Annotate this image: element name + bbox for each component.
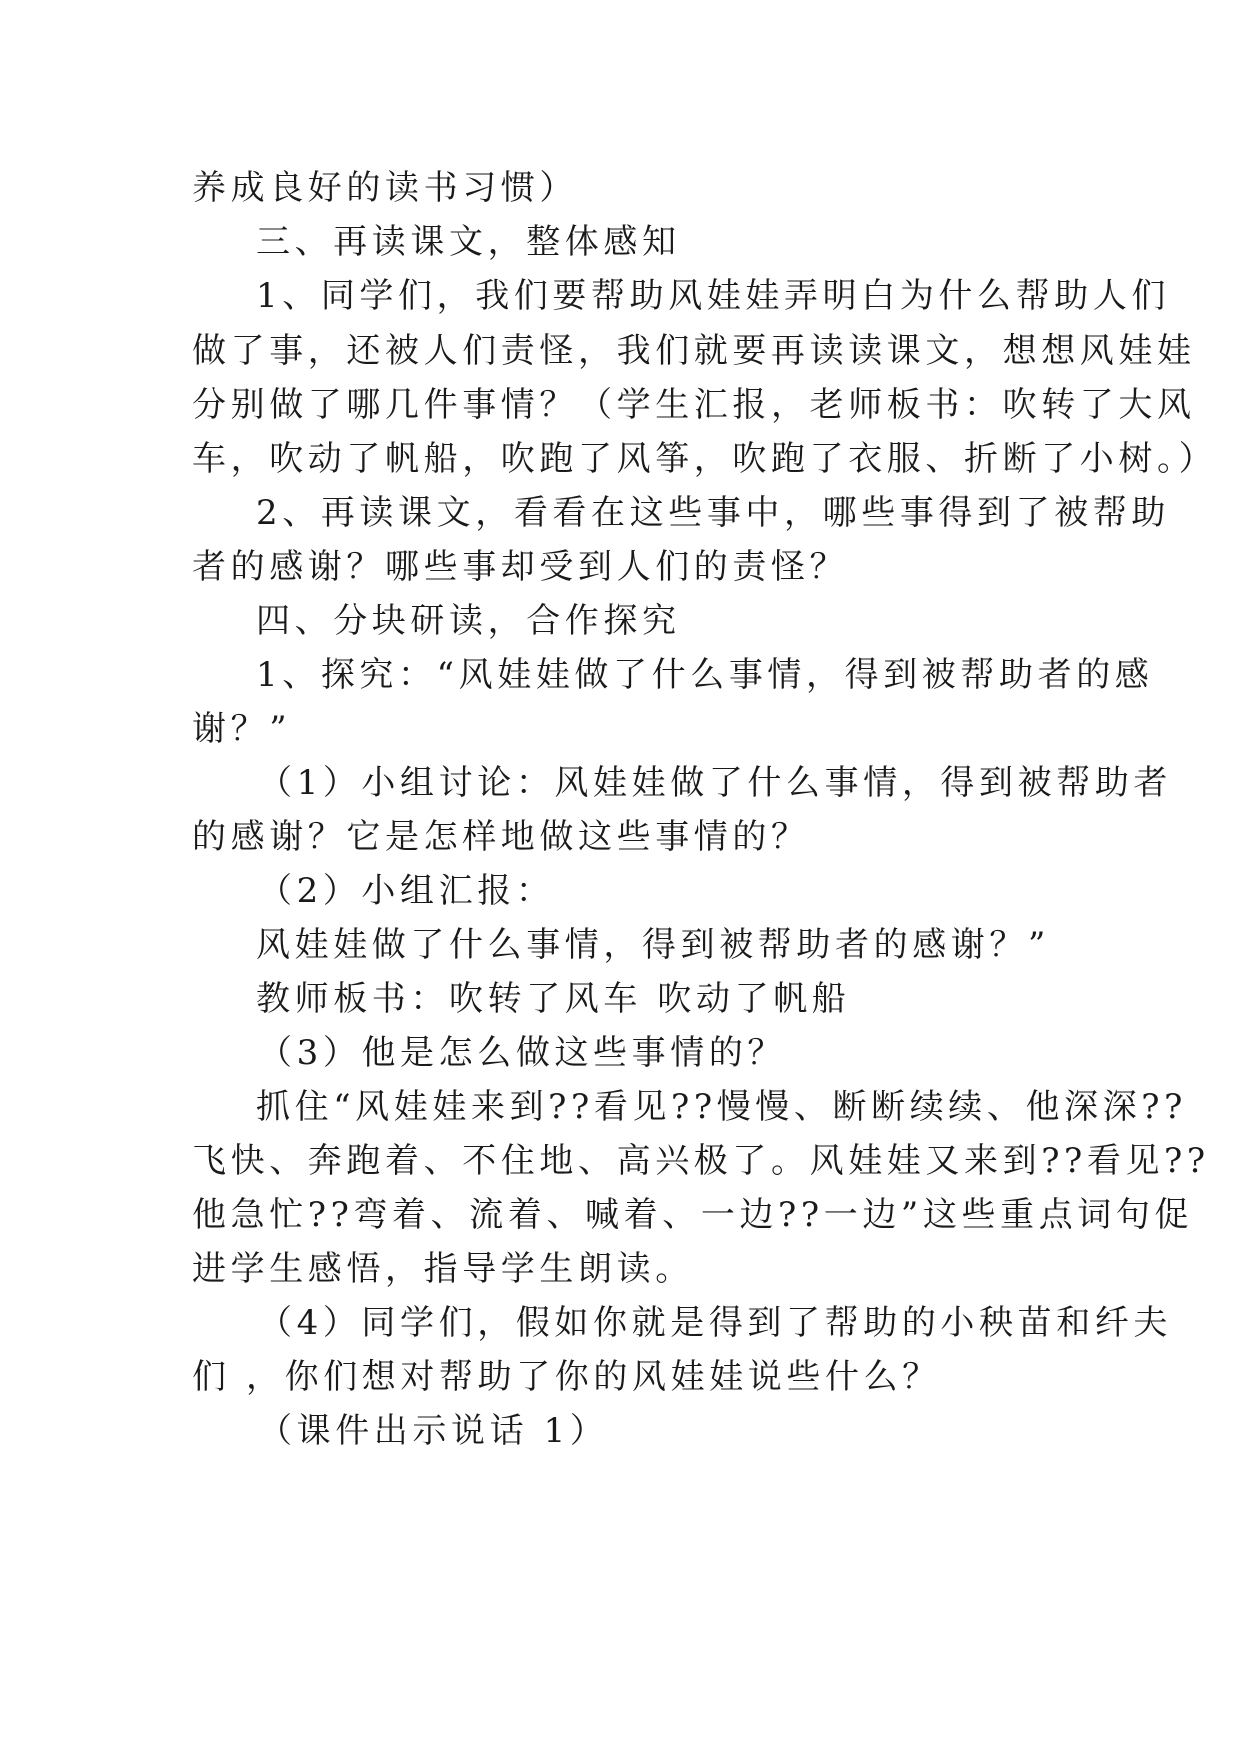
text-line: 抓住“风娃娃来到??看见??慢慢、断断续续、他深深?? [256,1087,1187,1127]
text-line: （3）他是怎么做这些事情的？ [258,1033,787,1073]
text-line: （课件出示说话 1） [258,1411,609,1451]
text-line: 者的感谢？哪些事却受到人们的责怪？ [192,547,849,587]
text-line: 们 ，你们想对帮助了你的风娃娃说些什么？ [192,1357,941,1397]
text-line: 的感谢？它是怎样地做这些事情的？ [192,817,810,857]
text-line: 做了事，还被人们责怪，我们就要再读读课文，想想风娃娃 [192,331,1196,371]
text-line: （4）同学们，假如你就是得到了帮助的小秧苗和纤夫 [258,1303,1173,1343]
section-heading: 四、分块研读，合作探究 [256,601,681,641]
section-heading: 三、再读课文，整体感知 [256,222,681,262]
text-line: 进学生感悟，指导学生朗读。 [192,1249,694,1289]
text-line: （2）小组汇报： [258,871,555,911]
text-line: 2、再读课文，看看在这些事中，哪些事得到了被帮助 [256,493,1171,533]
text-line: 分别做了哪几件事情？（学生汇报，老师板书：吹转了大风 [192,385,1196,425]
text-line: 飞快、奔跑着、不住地、高兴极了。风娃娃又来到??看见?? [192,1141,1210,1181]
text-line: 车，吹动了帆船，吹跑了风筝，吹跑了衣服、折断了小树。） [192,439,1218,479]
text-line: 养成良好的读书习惯） [192,168,578,208]
text-line: 风娃娃做了什么事情，得到被帮助者的感谢？” [256,925,1050,965]
text-line: 他急忙??弯着、流着、喊着、一边??一边”这些重点词句促 [192,1195,1194,1235]
text-line: 1、探究：“风娃娃做了什么事情，得到被帮助者的感 [256,655,1154,695]
text-line: 1、同学们，我们要帮助风娃娃弄明白为什么帮助人们 [256,276,1171,316]
text-line: 谢？” [192,709,292,749]
text-line: （1）小组讨论：风娃娃做了什么事情，得到被帮助者 [258,763,1173,803]
text-line: 教师板书：吹转了风车 吹动了帆船 [256,979,851,1019]
